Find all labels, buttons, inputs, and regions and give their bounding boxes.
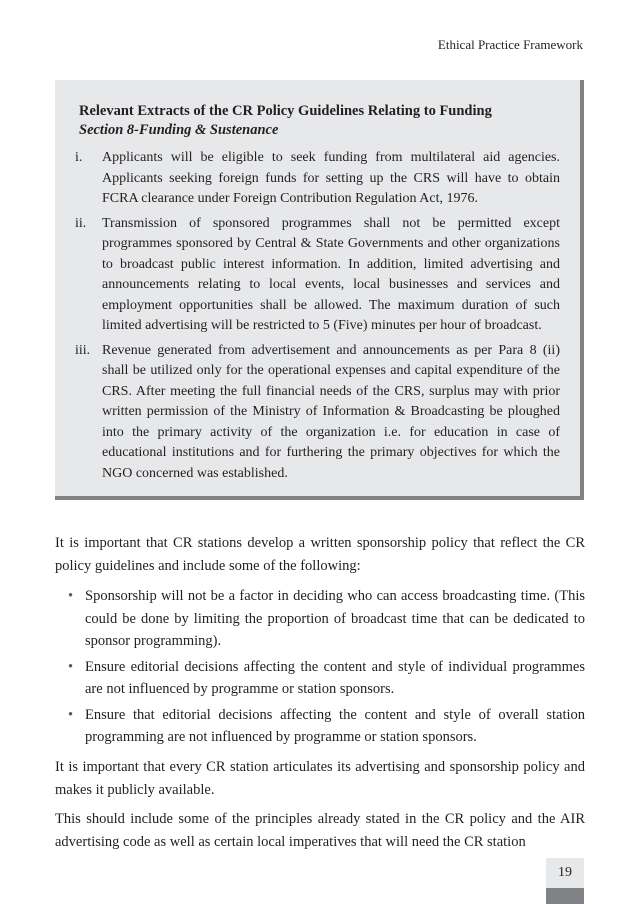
bullet-text: Ensure that editorial decisions affecting the content and style of overall station programming are not influenced by programme or station sponsors. xyxy=(85,706,585,745)
policy-extract-box xyxy=(55,80,584,500)
bullet-text: Sponsorship will not be a factor in deciding who can access broadcasting time. (This could be done by limiting the proportion of broadcast time that can be dedicated to sponsor programming). xyxy=(85,588,585,649)
clause-text: Applicants will be eligible to seek funding from multilateral aid agencies. Applicants seeking foreign funds for setting up the CRS will have to obtain FCRA clearance under Foreign Contribution Regulation Act, 1976. xyxy=(102,150,560,206)
bullet-text: Ensure editorial decisions affecting the content and style of individual programmes are not influenced by programme or station sponsors. xyxy=(85,658,585,697)
bullet-icon: • xyxy=(68,588,74,604)
bullet-icon: • xyxy=(68,658,74,675)
sponsorship-bullet-list xyxy=(55,585,585,752)
clause-text: Transmission of sponsored programmes shall not be permitted except programmes sponsored by Central & State Governments and other organizations to broadcast public interest information. In addition, limited advertising and announcements relating to local events, local businesses and services and employment opportunities shall be allowed. The maximum duration of such limited advertising will be restricted to 5 (Five) minutes per hour of broadcast. xyxy=(102,215,560,333)
clause-number: ii. xyxy=(75,215,87,231)
clause-item xyxy=(75,214,560,337)
clause-number: i. xyxy=(75,150,83,165)
clause-text: Revenue generated from advertisement and announcements as per Para 8 (ii) shall be utilized only for the operational expenses and capital expenditure of the CRS. After meeting the full financial needs of the CRS, surplus may with prior written permission of the Ministry of Information & Broadcasting be ploughed into the primary activity of the organization i.e. for education in case of educational institutions and for furthering the primary objectives for which the NGO concerned was established. xyxy=(102,342,560,481)
paragraph-principles: This should include some of the principles already stated in the CR policy and the AIR advertising code as well as certain local imperatives that will need the CR station xyxy=(55,811,585,850)
clause-number: iii. xyxy=(75,342,91,358)
paragraph-policy-availability: It is important that every CR station articulates its advertising and sponsorship policy and makes it publicly available. xyxy=(55,759,585,798)
clause-list xyxy=(75,148,560,488)
page-number-bar xyxy=(546,888,584,904)
list-item xyxy=(55,704,585,749)
extract-subtitle: Section 8-Funding & Sustenance xyxy=(79,122,279,138)
extract-title: Relevant Extracts of the CR Policy Guidelines Relating to Funding xyxy=(79,103,492,119)
clause-item xyxy=(75,148,560,210)
list-item xyxy=(55,656,585,701)
bullet-icon: • xyxy=(68,706,74,723)
running-header: Ethical Practice Framework xyxy=(437,37,583,52)
clause-item xyxy=(75,341,560,485)
intro-paragraph: It is important that CR stations develop a written sponsorship policy that reflect the CR policy guidelines and include some of the following: xyxy=(55,535,585,574)
list-item xyxy=(55,585,585,653)
page-number: 19 xyxy=(546,858,584,888)
